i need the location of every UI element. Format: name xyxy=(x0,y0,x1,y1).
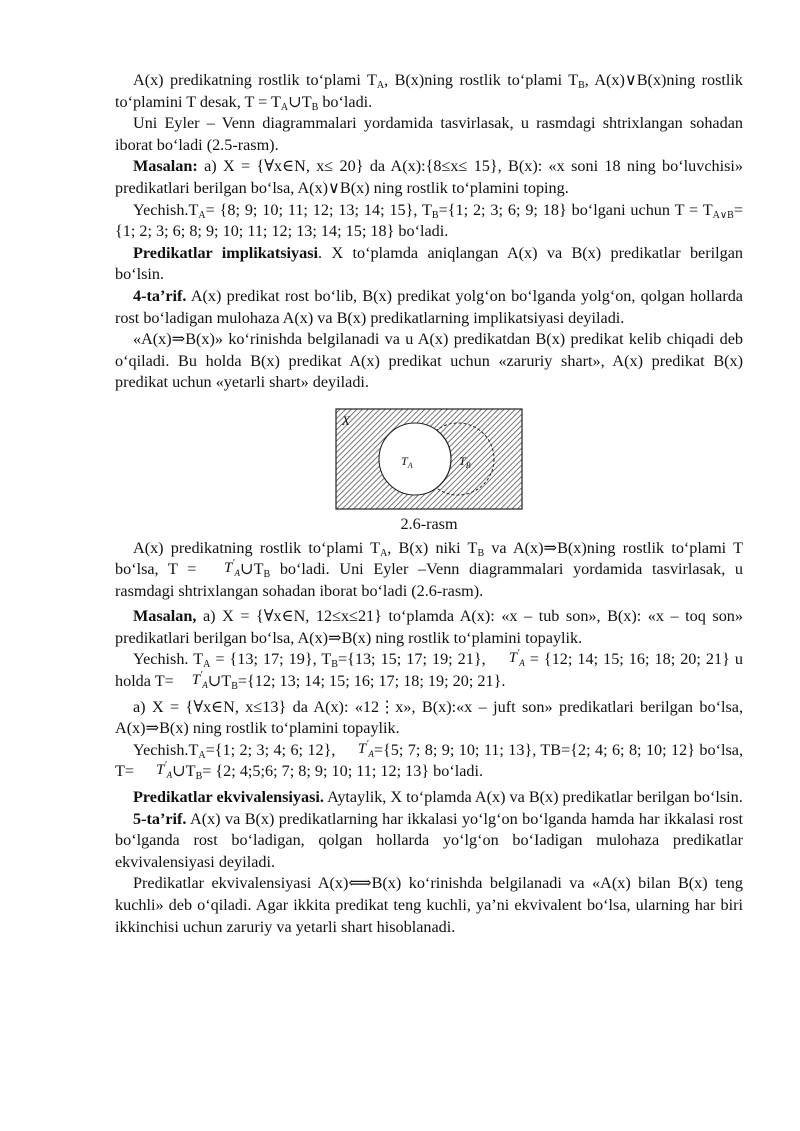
set-a-label: $T_A$ xyxy=(401,453,413,470)
section-heading: Predikatlar implikatsiyasi xyxy=(133,243,319,262)
subscript: A xyxy=(198,209,206,221)
subscript: A xyxy=(198,749,206,761)
complement-ta-symbol: $T'_A$ xyxy=(191,670,208,691)
text: A(x) va B(x) predikatlarning har ikkalasi yo‘lg‘on bo‘lganda hamda har ikkalasi rost bo‘lganda rost bo‘ladigan, qolgan hollarda yo‘lg‘on bo‘Iadigan mulohaza predikatlar ekvivalensiyasi deyiladi. xyxy=(115,809,743,871)
subscript: B xyxy=(311,101,319,113)
text: , B(x) niki T xyxy=(387,538,478,557)
text: ={1; 2; 3; 4; 6; 12}, xyxy=(205,740,340,759)
subscript: B xyxy=(578,80,585,91)
text: Yechish. T xyxy=(133,650,204,669)
subscript: B xyxy=(331,659,338,671)
subscript: B xyxy=(431,209,439,221)
subscript: A xyxy=(380,547,388,559)
subscript: A∨B xyxy=(712,209,734,221)
text: Yechish.T xyxy=(133,740,199,759)
paragraph-implication-heading xyxy=(115,243,743,286)
complement-ta-symbol: $T'_A$ xyxy=(224,558,241,579)
paragraph-equivalence-heading xyxy=(115,787,743,809)
section-heading: Predikatlar ekvivalensiyasi. xyxy=(133,788,324,807)
paragraph-definition-4 xyxy=(115,286,743,329)
paragraph-union-definition xyxy=(115,70,743,113)
example-label: Masalan, xyxy=(133,607,197,626)
text: ={13; 15; 17; 19; 21}, xyxy=(337,650,491,669)
paragraph-example-2 xyxy=(115,606,743,649)
set-b-label: $T_B$ xyxy=(459,453,471,470)
universe-label: X xyxy=(342,412,350,428)
text: A(x) predikat rost bo‘lib, B(x) predikat yolg‘on bo‘lganda yolg‘on, qolgan hollarda rost bo‘ladigan mulohaza A(x) va B(x) predikatlarning implikatsiyasi deyiladi. xyxy=(115,286,743,327)
complement-ta-symbol: $T'_A$ xyxy=(156,760,173,781)
subscript: A xyxy=(203,659,211,671)
text: , B(x)ning rostlik to‘plami T xyxy=(384,71,579,89)
complement-ta-symbol: $T'_A$ xyxy=(357,738,374,759)
paragraph-example-3: a) X = {∀x∈N, x≤13} da A(x): «12⋮x», B(x):«x – juft son» predikatlari berilgan bo‘lsa, A(x)⇒B(x) ning rostlik to‘plamini topaylik. xyxy=(115,697,743,738)
venn-diagram-figure xyxy=(115,408,743,510)
text: va A(x)⇒B(x)ning rostlik to‘plami T bo‘lsa, T = xyxy=(115,538,743,579)
paragraph-solution-1 xyxy=(115,200,743,243)
subscript: B xyxy=(195,771,203,783)
text: ∪T xyxy=(240,560,264,579)
paragraph-solution-3 xyxy=(115,740,743,783)
complement-ta-symbol: $T'_A$ xyxy=(508,648,525,669)
subscript: B xyxy=(231,681,238,693)
text: a) X = {∀x∈N, x≤ 20} da A(x):{8≤x≤ 15}, B(x): «x soni 18 ning bo‘luvchisi» predikatlari berilgan bo‘lsa, A(x)∨B(x) ning rostlik to‘plamini toping. xyxy=(115,157,743,197)
example-label: Masalan: xyxy=(133,157,198,176)
text: ={12; 13; 14; 15; 16; 17; 18; 19; 20; 21}. xyxy=(237,672,506,691)
text: a) X = {∀x∈N, 12≤x≤21} to‘plamda A(x): «x – tub son», B(x): «x – toq son» predikatlari berilgan bo‘lsa, A(x)⇒B(x) ning rostlik to‘plamini topaylik. xyxy=(115,607,743,647)
paragraph-definition-5 xyxy=(115,809,743,874)
text: bo‘ladi. xyxy=(318,92,373,111)
text: A(x) predikatning rostlik to‘plami T xyxy=(133,538,381,557)
subscript: A xyxy=(280,101,289,113)
text: = {12; 14; 15; 16; 18; 20; 21} u holda T= xyxy=(115,650,743,691)
text: = {2; 4;5;6; 7; 8; 9; 10; 11; 12; 13} bo‘ladi. xyxy=(202,762,484,781)
text: , A(x)∨B(x)ning rostlik to‘plamini T desak, T = T xyxy=(115,71,743,111)
text: ={5; 7; 8; 9; 10; 11; 13}, TB={2; 4; 6; 8; 10; 12} bo‘lsa, T= xyxy=(115,740,743,781)
text: ={1; 2; 3; 6; 9; 18} bo‘lgani uchun T = T xyxy=(438,200,713,219)
subscript: B xyxy=(263,569,271,581)
definition-label: 4-ta’rif. xyxy=(133,286,187,305)
subscript: A xyxy=(376,80,385,91)
text: ∪T xyxy=(207,672,232,691)
definition-label: 5-ta’rif. xyxy=(133,809,187,828)
text: A(x) predikatning rostlik to‘plami T xyxy=(133,71,377,89)
text: ∪T xyxy=(172,762,196,781)
text: . X to‘plamda aniqlangan A(x) va B(x) predikatlar berilgan bo‘lsin. xyxy=(115,243,744,284)
text: bo‘ladi. Uni Eyler –Venn diagrammalari yordamida tasvirlasak, u rasmdagi shtrixlangan sohadan iborat bo‘ladi (2.6-rasm). xyxy=(115,560,743,600)
paragraph-example-1 xyxy=(115,156,743,199)
text: Aytaylik, X to‘plamda A(x) va B(x) predikatlar berilgan bo‘lsin. xyxy=(323,788,743,807)
figure-caption: 2.6-rasm xyxy=(400,514,458,533)
paragraph-implication-notation: «A(x)⇒B(x)» ko‘rinishda belgilanadi va u A(x) predikatdan B(x) predikat kelib chiqadi deb o‘qiladi. Bu holda B(x) predikat A(x) predikat uchun «zaruriy shart», A(x) predikat B(x) predikat uchun «yetarli shart» deyiladi. xyxy=(115,330,743,392)
document-page xyxy=(115,70,743,938)
text: ∪T xyxy=(288,92,312,111)
text: = {1; 2; 3; 6; 8; 9; 10; 11; 12; 13; 14; 15; 18} bo‘ladi. xyxy=(115,200,743,241)
paragraph-venn-note: Uni Eyler – Venn diagrammalari yordamida tasvirlasak, u rasmdagi shtrixlangan sohadan iborat bo‘ladi (2.5-rasm). xyxy=(115,114,743,154)
text: Yechish.T xyxy=(133,200,199,219)
text: = {13; 17; 19}, T xyxy=(210,650,332,669)
paragraph-solution-2 xyxy=(115,649,743,692)
text: = {8; 9; 10; 11; 12; 13; 14; 15}, T xyxy=(205,200,432,219)
subscript: B xyxy=(477,547,485,559)
paragraph-implication-set xyxy=(115,538,743,603)
venn-diagram xyxy=(335,408,523,510)
paragraph-equivalence-notation: Predikatlar ekvivalensiyasi A(x)⟺B(x) ko‘rinishda belgilanadi va «A(x) bilan B(x) teng kuchli» deb o‘qiladi. Agar ikkita predikat teng kuchli, ya’ni ekvivalent bo‘lsa, ularning har biri ikkinchisi uchun zaruriy va yetarli shart hisoblanadi. xyxy=(115,874,743,936)
